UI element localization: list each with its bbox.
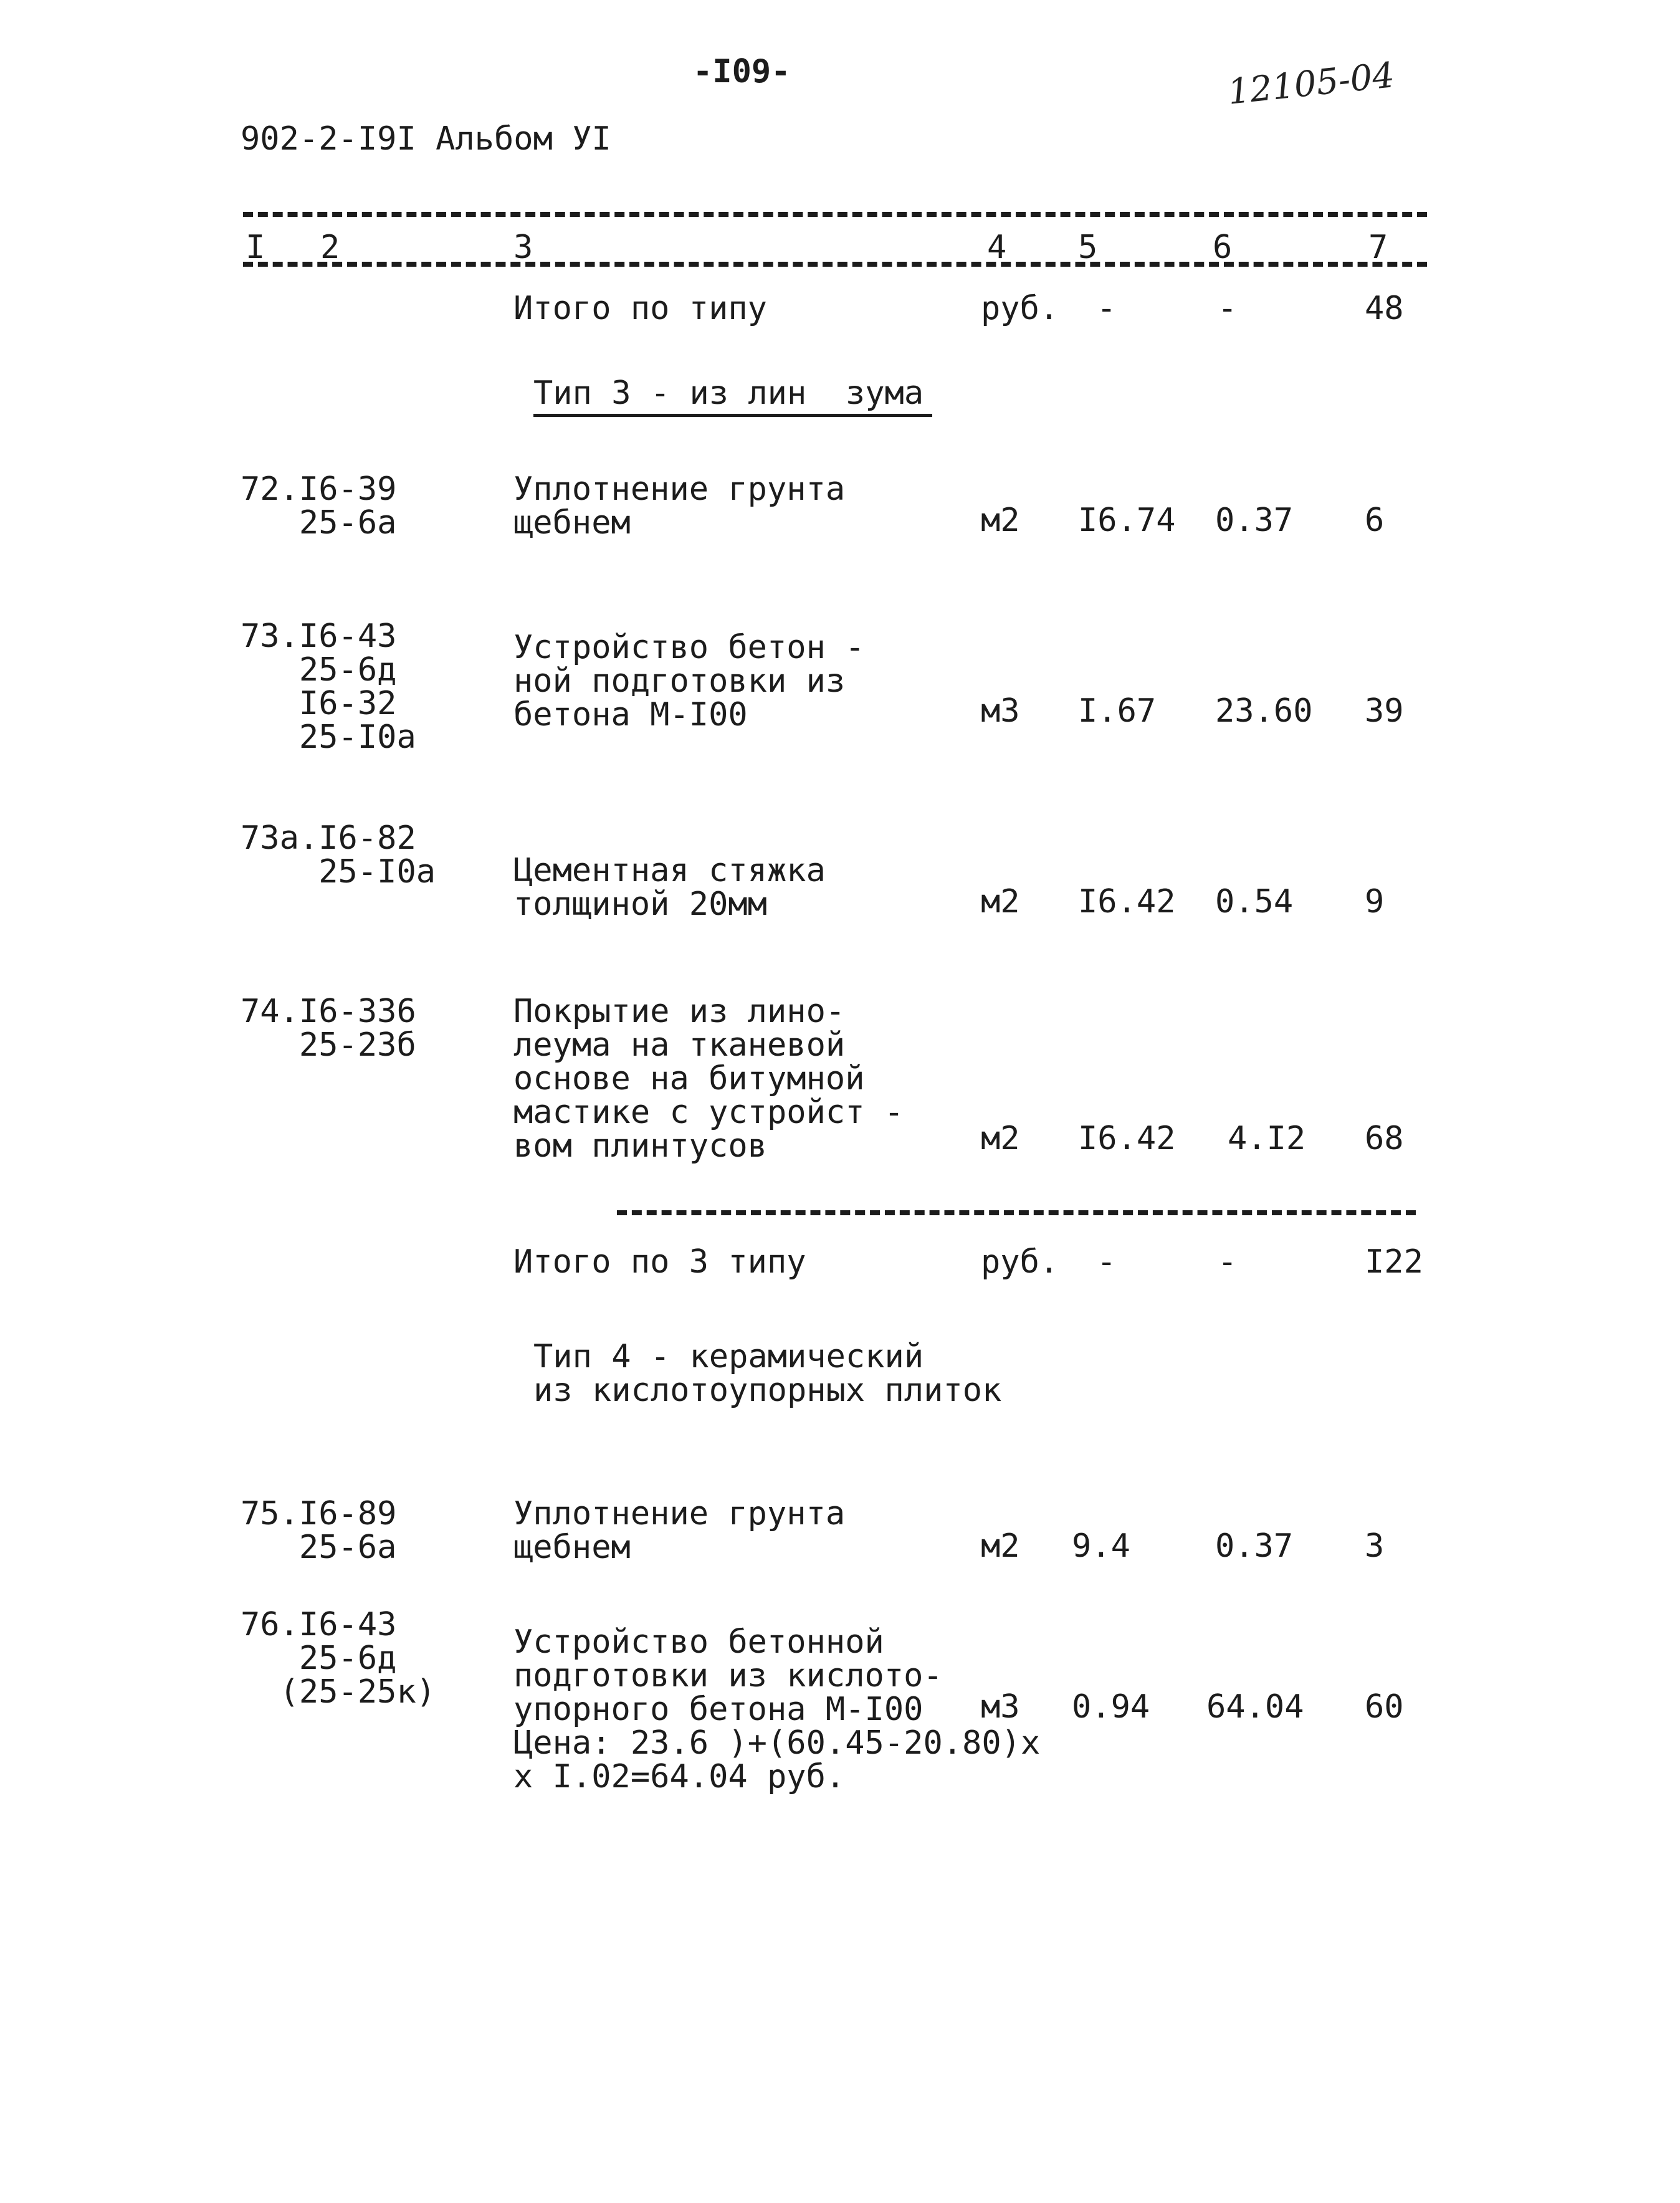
table-row-unit: руб.: [981, 290, 1059, 327]
table-row-qty: 0.94: [1072, 1688, 1150, 1726]
col-header-4: 4: [987, 229, 1007, 266]
table-row-code: 76.I6-43 25-6д (25-25к): [241, 1606, 436, 1711]
col-header-5: 5: [1078, 229, 1098, 266]
table-row-desc: Устройство бетонной подготовки из кислото- упорного бетона М-I00 Цена: 23.6 )+(60.45-20.80)х х I.02=64.04 руб.: [513, 1623, 1041, 1795]
table-row-total: 60: [1365, 1688, 1404, 1726]
table-row-total: 6: [1365, 502, 1385, 539]
table-row-total: 48: [1365, 290, 1404, 327]
table-row-price: 23.60: [1215, 692, 1313, 730]
table-row-unit: руб.: [981, 1243, 1059, 1281]
table-row-total: 68: [1365, 1120, 1404, 1157]
table-row-price: 0.37: [1215, 1527, 1294, 1565]
table-row-price: 64.04: [1206, 1688, 1304, 1726]
table-row-unit: м2: [981, 502, 1020, 539]
table-row-unit: м3: [981, 1688, 1020, 1726]
col-header-2: 2: [320, 229, 340, 266]
table-row-total: 9: [1365, 883, 1385, 920]
table-row-total: I22: [1365, 1243, 1423, 1281]
document-code: 902-2-I9I Альбом УI: [241, 120, 611, 158]
table-row-total: 39: [1365, 692, 1404, 730]
table-row-qty: 9.4: [1072, 1527, 1130, 1565]
table-row-qty: I6.74: [1078, 502, 1176, 539]
table-row-desc: Покрытие из лино- леума на тканевой основе на битумной мастике с устройст - вом плинтусов: [513, 993, 904, 1165]
table-row-desc: Цементная стяжка толщиной 20мм: [513, 852, 826, 923]
table-row-price: 4.I2: [1228, 1120, 1306, 1157]
archive-stamp: 12105-04: [1226, 55, 1396, 113]
table-row-qty: -: [1097, 1243, 1117, 1281]
table-row-qty: -: [1097, 290, 1117, 327]
header-rule-top: [243, 212, 1427, 217]
col-header-6: 6: [1213, 229, 1233, 266]
table-row-desc: Итого по типу: [513, 290, 767, 327]
section-heading-underline: [533, 414, 932, 417]
section-heading: Тип 3 - из лин зума: [533, 375, 924, 412]
table-row-desc: Устройство бетон - ной подготовки из бетона М-I00: [513, 629, 865, 734]
page-number: -I09-: [693, 53, 791, 90]
table-row-unit: м2: [981, 1527, 1020, 1565]
table-row-total: 3: [1365, 1527, 1385, 1565]
subtotal-rule: [617, 1210, 1416, 1215]
table-row-price: -: [1218, 1243, 1238, 1281]
table-row-desc: Итого по 3 типу: [513, 1243, 806, 1281]
table-row-code: 72.I6-39 25-6а: [241, 471, 397, 542]
table-row-code: 73а.I6-82 25-I0а: [241, 820, 436, 891]
table-row-unit: м2: [981, 883, 1020, 920]
table-row-price: 0.54: [1215, 883, 1294, 920]
header-rule-bottom: [243, 262, 1427, 267]
table-row-unit: м2: [981, 1120, 1020, 1157]
table-row-qty: I6.42: [1078, 1120, 1176, 1157]
table-row-price: -: [1218, 290, 1238, 327]
table-row-unit: м3: [981, 692, 1020, 730]
col-header-7: 7: [1368, 229, 1388, 266]
col-header-1: I: [246, 229, 265, 266]
table-row-code: 74.I6-336 25-23б: [241, 993, 416, 1064]
table-row-code: 73.I6-43 25-6д I6-32 25-I0а: [241, 618, 416, 756]
section-heading: Тип 4 - керамический из кислотоупорных плиток: [533, 1338, 1002, 1409]
table-row-desc: Уплотнение грунта щебнем: [513, 1495, 846, 1566]
table-row-code: 75.I6-89 25-6а: [241, 1495, 397, 1566]
table-row-desc: Уплотнение грунта щебнем: [513, 471, 846, 542]
table-row-price: 0.37: [1215, 502, 1294, 539]
table-row-qty: I6.42: [1078, 883, 1176, 920]
table-row-qty: I.67: [1078, 692, 1157, 730]
col-header-3: 3: [513, 229, 533, 266]
